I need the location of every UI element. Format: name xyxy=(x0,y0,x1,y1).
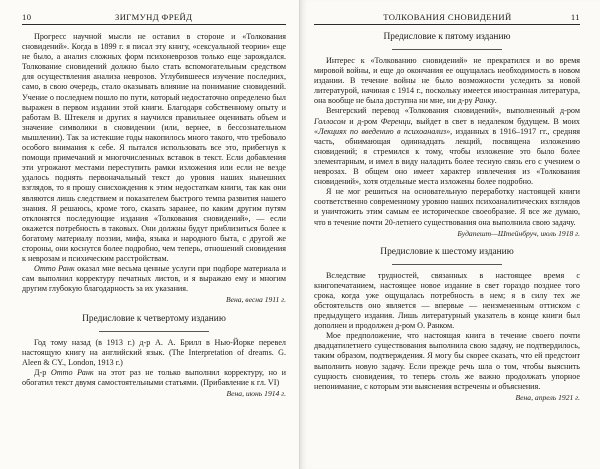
section-title: Предисловие к четвертому изданию xyxy=(82,313,226,324)
author-name: Ференци xyxy=(380,116,411,126)
section-title: Предисловие к шестому изданию xyxy=(380,246,514,257)
author-name: Ранку xyxy=(474,96,495,106)
paragraph: Отто Ранк оказал мне весьма ценные услуги при подборе материала и сам выполнил корректуру печатных листов, и я выражаю ему и многим другим глубокую благодарность за их указания. xyxy=(22,264,286,294)
signature-date: Вена, июнь 1914 г. xyxy=(226,389,286,398)
author-name: Отто Ранк xyxy=(50,367,94,377)
section-divider xyxy=(392,49,502,50)
running-head-left: ЗИГМУНД ФРЕЙД xyxy=(115,12,193,22)
section-divider xyxy=(99,331,209,332)
left-page-header xyxy=(22,12,286,25)
paragraph: Мое предположение, что настоящая книга в течение своего почти двадцатилетнего существования выполнила свою задачу, не подтвердилось, таким образом, подтверждения. Я могу бы скорее сказать, что ей предстоит выполнить новую задачу. Если прежде речь шла о том, чтобы выяснить сущность сновидения, то теперь столь же важно продолжать упорное непонимание, с которым эти выяснения встречены и объяснения. xyxy=(314,331,580,391)
paragraph: Вследствие трудностей, связанных в настоящее время с книгопечатанием, настоящее новое издание в свет гораздо позднее того срока, когда уже ощущалась потребность в нем; я в силу тех же обстоятельств оно является — впервые — неизмененным оттиском с предыдущего издания. Лишь литературный указатель в конце книги был дополнен и продолжен д-ром О. Ранком. xyxy=(314,270,580,331)
right-page xyxy=(300,0,600,469)
page-number-left: 10 xyxy=(22,12,32,22)
book-title: «Лекциях по введению в психоанализ» xyxy=(314,126,451,136)
author-name: Голлосом xyxy=(314,116,346,126)
section-divider xyxy=(392,264,502,265)
signature-date: Вена, весна 1911 г. xyxy=(225,295,286,305)
page-number-right: 11 xyxy=(570,12,580,22)
paragraph: Венгерский перевод «Толкования сновидений», выполненный д-ром Голлосом и д-ром Ференци, выйдет в свет в недалеком будущем. В моих «Лекциях по введению в психоанализ», изданных в 1916–1917 гг., средняя часть, обнимающая одиннадцать лекций, посвящена изложению сновидений; я стремился к тому, чтобы изложение это было более элементарным, и имел в виду наладить более тесную связь его с учением о неврозах. В общем оно имеет характер извлечения из «Толкования сновидений», хотя отдельные места изложены более подробно. xyxy=(314,106,581,187)
paragraph: Прогресс научной мысли не оставил в стороне и «Толкования сновидений». Когда в 1899 г. я писал эту книгу, «сексуальной теории» еще не было, а анализ сложных форм психоневрозов только еще зарождался. Толкование сновидений должно было стать вспомогательным средством для осуществления анализа неврозов. Углубившееся изучение последних, само, в свою очередь, стало оказывать влияние на понимание сновидений. Учение о последнем пошло по пути, который недостаточно определено был выражен в первом издании этой книги. Благодаря собственному опыту и работам В. Штекеля и других я научился правильнее оценивать объем и значение символики в сновидении (или, вернее, в бессознательном мышлении). Так за истекшие годы накопилось много такого, что требовало особого внимания к себе. Я пытался использовать все это, прибегнув к помощи примечаний и многочисленных вставок в текст. Если добавления эти угрожают местами переступить рамки изложения или если не везде удалось поднять первоначальный текст до уровня наших нынешних взглядов, то я прошу снисхождения к этим недостаткам книги, так как они являются лишь следствием и показателем быстрого темпа развития нашего знания. Я решаюсь, кроме того, сказать заранее, по каким другим путям отклонятся последующие издания «Толкования сновидений», — если окажется потребность в таковых. Они должны будут приблизиться более к богатому материалу поэзии, мифа, языка и народного быта, с другой же стороны, они коснутся более подробно, чем теперь, отношений сновидения к неврозам и психическим расстройствам. xyxy=(22,32,286,264)
section-title: Предисловие к пятому изданию xyxy=(383,32,511,42)
paragraph: Д-р Отто Ранк на этот раз не только выполнил корректуру, но и обогатил текст двумя самостоятельными статьями. (Прибавление к гл. VI) xyxy=(22,367,286,387)
running-head-right: ТОЛКОВАНИЯ СНОВИДЕНИЙ xyxy=(383,12,512,22)
signature-date: Будапешт—Штейнбруч, июль 1918 г. xyxy=(457,228,580,238)
right-page-header xyxy=(314,12,580,25)
paragraph: Интерес к «Толкованию сновидений» не прекратился и во время мировой войны, и еще до окончания ее ощущалась необходимость в новом издании. В течение войны не было возможности уследить за новой литературой, начиная с 1914 г., поскольку имеется иностранная литература, она вообще не была доступна ни мне, ни д-ру Ранку. xyxy=(314,56,580,106)
paragraph: Я не мог решиться на основательную переработку настоящей книги соответственно современному уровню наших психоаналитических взглядов и уничтожить этим самым ее историческое своеобразие. Я все же думаю, что в течение почти 20-летнего существования она выполнила свою задачу. xyxy=(314,187,580,227)
signature-date: Вена, апрель 1921 г. xyxy=(515,392,580,402)
author-name: Отто Ранк xyxy=(34,264,75,274)
paragraph: Год тому назад (в 1913 г.) д-р А. А. Брилл в Нью-Йорке перевел настоящую книгу на английский язык. (The Interpretation of dreams. G. Aleen & CY., London, 1913 г.) xyxy=(22,337,286,367)
